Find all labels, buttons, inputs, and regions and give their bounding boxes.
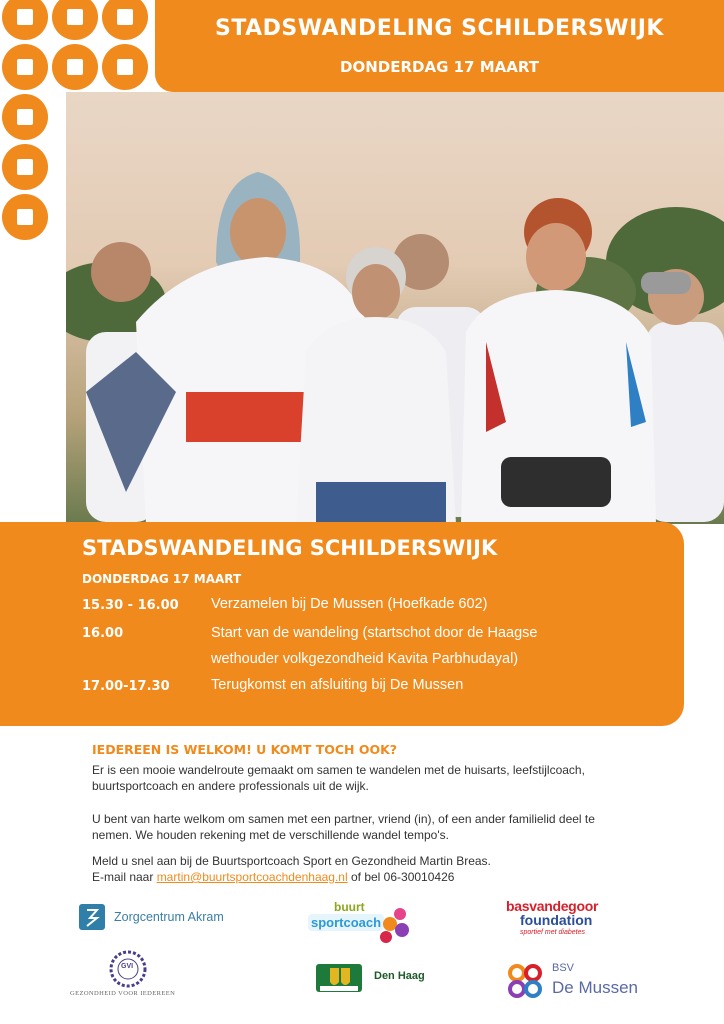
buurtsportcoach-bottom: sportcoach	[308, 914, 384, 931]
decorative-circle	[52, 0, 98, 40]
paragraph-line: buurtsportcoach en andere professionals uit de wijk.	[92, 779, 369, 793]
zorgcentrum-name: Zorgcentrum Akram	[114, 910, 224, 924]
decorative-circle	[2, 94, 48, 140]
zorgcentrum-icon	[78, 902, 106, 932]
walkers-photo-icon	[66, 92, 724, 524]
bsv-label: BSV	[552, 962, 575, 974]
gvi-short: GVI	[121, 963, 134, 970]
gvi-name: GEZONDHEID VOOR IEDEREEN	[70, 990, 176, 997]
contact-suffix: of bel 06-30010426	[347, 870, 455, 884]
paragraph-line: U bent van harte welkom om samen met een partner, vriend (in), of een ander familielid deel te	[92, 812, 595, 826]
decorative-circle	[52, 44, 98, 90]
welcome-paragraph-1	[92, 762, 652, 794]
buurtsportcoach-top: buurt	[334, 900, 365, 914]
buurtsportcoach-logo	[306, 900, 416, 948]
bsv-rings-icon	[506, 962, 544, 1000]
schedule-text: Terugkomst en afsluiting bij De Mussen	[211, 677, 464, 693]
walkers-photo	[66, 92, 724, 524]
gvi-logo	[70, 950, 190, 1000]
contact-prefix: E-mail naar	[92, 870, 157, 884]
schedule-time: 16.00	[82, 626, 124, 641]
decorative-circle	[2, 0, 48, 40]
welcome-paragraph-2	[92, 811, 652, 843]
den-haag-logo	[312, 960, 432, 1000]
header-banner	[155, 0, 724, 92]
schedule-text: Start van de wandeling (startschot door de Haagse	[211, 625, 538, 641]
decorative-circle	[2, 44, 48, 90]
buurtsportcoach-figure-icon	[374, 904, 414, 946]
de-mussen-label: De Mussen	[552, 978, 638, 997]
event-info-box	[0, 522, 684, 726]
schedule-text: wethouder volkgezondheid Kavita Parbhudayal)	[211, 651, 519, 667]
header-date: DONDERDAG 17 MAART	[340, 58, 539, 76]
schedule-text: Verzamelen bij De Mussen (Hoefkade 602)	[211, 596, 488, 612]
event-date: DONDERDAG 17 MAART	[82, 572, 242, 586]
welcome-paragraph-3	[92, 853, 652, 885]
schedule-time: 17.00-17.30	[82, 679, 170, 694]
bsv-de-mussen-logo	[506, 960, 646, 1004]
welcome-heading: IEDEREEN IS WELKOM! U KOMT TOCH OOK?	[92, 742, 398, 757]
bas-main: basvandegoor	[506, 898, 599, 914]
decorative-circle	[102, 44, 148, 90]
decorative-circle	[102, 0, 148, 40]
paragraph-line: nemen. We houden rekening met de verschillende wandel tempo's.	[92, 828, 449, 842]
decorative-circle	[2, 144, 48, 190]
basvandegoor-foundation-logo	[506, 898, 630, 942]
den-haag-coat-of-arms-icon	[312, 960, 366, 996]
bas-tagline: sportief met diabetes	[520, 929, 585, 936]
den-haag-name: Den Haag	[374, 970, 425, 982]
paragraph-line: Meld u snel aan bij de Buurtsportcoach Sport en Gezondheid Martin Breas.	[92, 854, 491, 868]
header-title: STADSWANDELING SCHILDERSWIJK	[215, 16, 664, 41]
schedule-time: 15.30 - 16.00	[82, 598, 179, 613]
email-link[interactable]: martin@buurtsportcoachdenhaag.nl	[156, 870, 348, 884]
event-title: STADSWANDELING SCHILDERSWIJK	[82, 536, 498, 560]
bas-sub: foundation	[520, 912, 593, 928]
decorative-circle	[2, 194, 48, 240]
contact-line	[92, 869, 652, 885]
paragraph-line: Er is een mooie wandelroute gemaakt om samen te wandelen met de huisarts, leefstijlcoach,	[92, 763, 585, 777]
zorgcentrum-akram-logo	[78, 902, 248, 934]
